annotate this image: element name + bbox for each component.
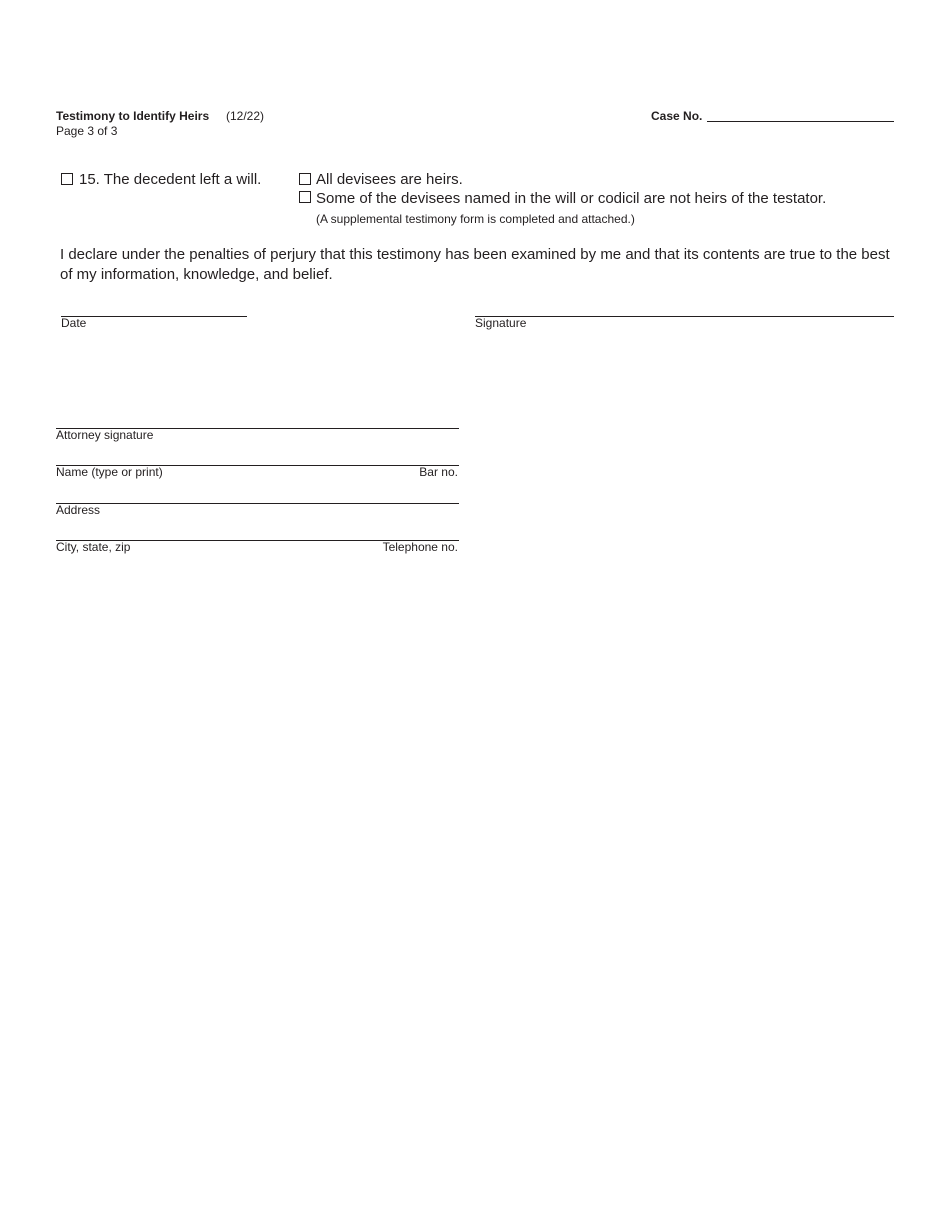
date-input[interactable]: [61, 298, 247, 316]
all-devisees-heirs-checkbox[interactable]: [299, 173, 311, 185]
all-devisees-heirs-label: All devisees are heirs.: [316, 171, 463, 188]
attorney-signature-input[interactable]: [56, 410, 459, 428]
telephone-input[interactable]: [360, 522, 459, 540]
case-number-input[interactable]: [707, 103, 894, 121]
attorney-name-label: Name (type or print): [56, 465, 163, 479]
telephone-label: Telephone no.: [382, 540, 458, 554]
signature-input[interactable]: [475, 298, 894, 316]
city-state-zip-label: City, state, zip: [56, 540, 131, 554]
form-revision: (12/22): [226, 109, 265, 123]
some-devisees-not-heirs-checkbox[interactable]: [299, 191, 311, 203]
case-number-label: Case No.: [651, 109, 703, 123]
date-label: Date: [61, 316, 87, 330]
date-line: [61, 316, 247, 317]
page-indicator: Page 3 of 3: [56, 124, 118, 138]
item15-label: 15. The decedent left a will.: [79, 171, 262, 188]
attorney-name-input[interactable]: [56, 447, 386, 465]
city-state-zip-input[interactable]: [56, 522, 356, 540]
case-number-line: [707, 121, 894, 122]
address-label: Address: [56, 503, 101, 517]
bar-number-input[interactable]: [390, 447, 459, 465]
form-title: Testimony to Identify Heirs: [56, 109, 210, 123]
address-line: [56, 503, 459, 504]
bar-number-label: Bar no.: [419, 465, 458, 479]
supplemental-note: (A supplemental testimony form is completed and attached.): [316, 212, 635, 226]
some-devisees-not-heirs-label: Some of the devisees named in the will or codicil are not heirs of the testator.: [316, 190, 827, 207]
signature-line: [475, 316, 894, 317]
signature-label: Signature: [475, 316, 527, 330]
perjury-declaration: I declare under the penalties of perjury that this testimony has been examined by me and that its contents are true to the best of my information, knowledge, and belief.: [60, 246, 890, 283]
address-input[interactable]: [56, 485, 459, 503]
attorney-signature-label: Attorney signature: [56, 428, 154, 442]
item15-checkbox[interactable]: [61, 173, 73, 185]
